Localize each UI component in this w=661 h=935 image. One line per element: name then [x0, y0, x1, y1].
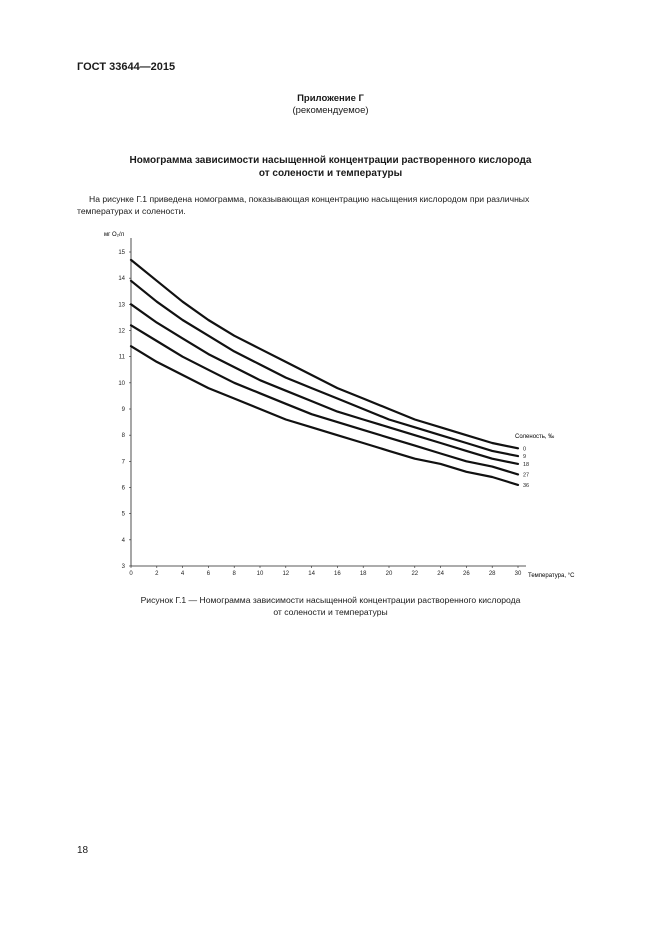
x-tick-label: 30	[514, 571, 522, 577]
series-label-9: 9	[523, 454, 527, 461]
x-tick-label: 20	[385, 571, 393, 577]
x-tick-label: 22	[411, 571, 419, 577]
x-tick-label: 14	[308, 571, 315, 577]
y-tick-label: 13	[118, 302, 125, 309]
x-tick-label: 4	[180, 571, 185, 577]
x-tick-label: 18	[359, 571, 367, 577]
x-axis-label: Температура, °C	[528, 573, 575, 579]
figure-caption	[0, 594, 661, 618]
y-tick-label: 8	[121, 433, 125, 440]
caption-line2: от солености и температуры	[273, 607, 388, 617]
y-tick-label: 14	[118, 276, 125, 283]
series-line-36	[131, 346, 518, 485]
y-tick-label: 3	[121, 564, 125, 570]
intro-line1: На рисунке Г.1 приведена номограмма, показывающая концентрацию насыщения кислородом при различных	[89, 194, 530, 204]
chart-axes	[131, 238, 526, 566]
document-code: ГОСТ 33644—2015	[77, 61, 176, 73]
y-tick-label: 5	[121, 511, 125, 518]
x-tick-label: 12	[282, 571, 290, 577]
y-axis-label: мг O₂/л	[104, 232, 125, 238]
series-label-27: 27	[523, 472, 530, 479]
y-tick-label: 12	[118, 328, 125, 335]
series-line-27	[131, 325, 518, 474]
x-tick-label: 24	[437, 571, 444, 577]
x-tick-label: 28	[488, 571, 496, 577]
legend-title: Соленость, ‰	[515, 434, 555, 440]
appendix-title: Приложение Г	[297, 93, 364, 104]
series-label-18: 18	[523, 461, 530, 468]
y-tick-label: 10	[118, 380, 125, 387]
x-tick-label: 26	[463, 571, 470, 577]
section-title-line1: Номограмма зависимости насыщенной концентрации растворенного кислорода	[129, 155, 532, 166]
y-tick-label: 11	[118, 354, 125, 361]
x-tick-label: 2	[155, 571, 159, 577]
caption-line1: Рисунок Г.1 — Номограмма зависимости насыщенной концентрации растворенного кислорода	[140, 595, 521, 605]
chart-labels	[104, 232, 575, 579]
series-label-0: 0	[523, 446, 527, 453]
y-tick-label: 4	[121, 537, 125, 544]
page-number: 18	[77, 845, 89, 856]
series-label-36: 36	[523, 482, 530, 489]
y-tick-label: 6	[121, 485, 125, 492]
x-tick-label: 0	[129, 571, 133, 577]
x-tick-label: 16	[334, 571, 341, 577]
y-tick-label: 7	[121, 459, 125, 466]
chart-curves	[131, 260, 529, 489]
y-tick-label: 9	[121, 407, 125, 413]
y-tick-label: 15	[118, 250, 125, 256]
section-title-line2: от солености и температуры	[258, 168, 403, 179]
x-tick-label: 8	[232, 571, 236, 577]
appendix-note: (рекомендуемое)	[292, 105, 369, 116]
intro-line2: температурах и солености.	[77, 206, 186, 216]
series-line-0	[131, 260, 518, 448]
x-tick-label: 10	[256, 571, 264, 577]
x-tick-label: 6	[206, 571, 211, 577]
